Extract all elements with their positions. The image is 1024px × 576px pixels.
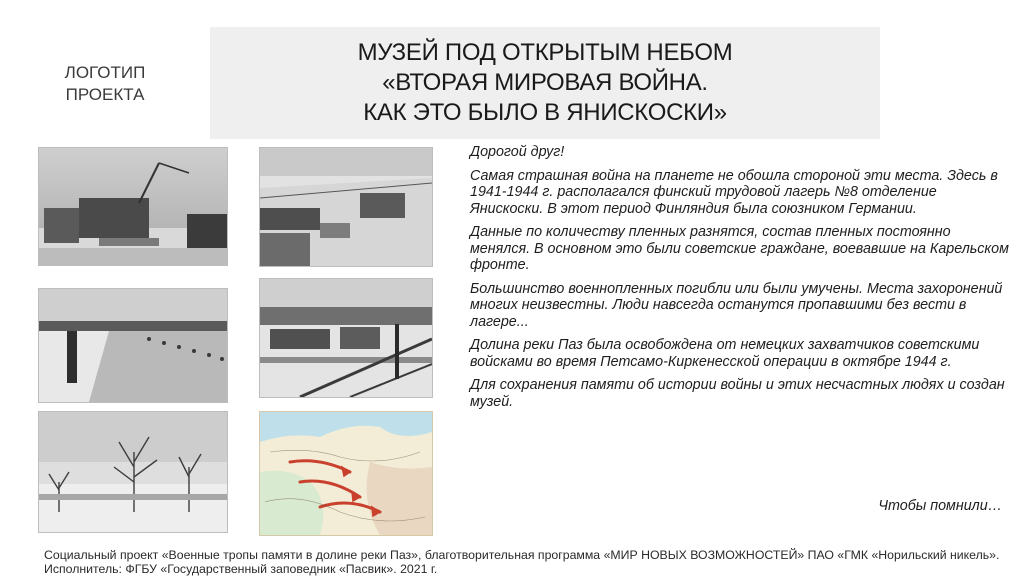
logo-placeholder xyxy=(40,62,170,106)
footer-line-1: Социальный проект «Военные тропы памяти в долине реки Паз», благотворительная программа «МИР НОВЫХ ВОЗМОЖНОСТЕЙ» ПАО «ГМК «Норильский никель». xyxy=(44,548,1000,562)
camp-settlement-photo xyxy=(259,278,433,398)
body-text xyxy=(470,144,1010,417)
title-banner xyxy=(210,27,880,139)
construction-site-photo xyxy=(38,147,228,266)
logo-placeholder-line: ПРОЕКТА xyxy=(65,85,145,104)
military-operation-map xyxy=(259,411,433,536)
body-paragraph: Большинство военнопленных погибли или были умучены. Места захоронений многих неизвестны. Люди навсегда останутся пропавшими без вести в лагере... xyxy=(470,280,1003,330)
logo-placeholder-line: ЛОГОТИП xyxy=(64,63,146,82)
body-paragraph: Долина реки Паз была освобождена от немецких захватчиков советскими войсками во время Петсамо-Киркенесской операции в октябре 1944 г. xyxy=(470,337,980,370)
winter-trees-photo xyxy=(38,411,228,533)
body-paragraph: Для сохранения памяти об истории войны и этих несчастных людях и создан музей. xyxy=(470,377,1005,410)
title-line-2: «ВТОРАЯ МИРОВАЯ ВОЙНА. xyxy=(382,69,708,96)
camp-barracks-photo xyxy=(259,147,433,267)
body-paragraph: Данные по количеству пленных разнятся, состав пленных постоянно менялся. В основном это были советские граждане, воевавшие на Карельском фронте. xyxy=(470,224,1009,273)
body-paragraph: Самая страшная война на планете не обошла стороной эти места. Здесь в 1941-1944 г. располагался финский трудовой лагерь №8 отделение Янискоски. В этот период Финляндия была союзником Германии. xyxy=(470,167,998,217)
river-dam-photo xyxy=(38,288,228,403)
title-line-3: КАК ЭТО БЫЛО В ЯНИСКОСКИ» xyxy=(363,99,727,126)
footer-line-2: Исполнитель: ФГБУ «Государственный заповедник «Пасвик». 2021 г. xyxy=(44,562,438,576)
greeting-paragraph: Дорогой друг! xyxy=(470,144,565,160)
signoff: Чтобы помнили… xyxy=(878,498,1002,514)
title-line-1: МУЗЕЙ ПОД ОТКРЫТЫМ НЕБОМ xyxy=(357,39,733,66)
footer-credits xyxy=(44,548,1019,576)
